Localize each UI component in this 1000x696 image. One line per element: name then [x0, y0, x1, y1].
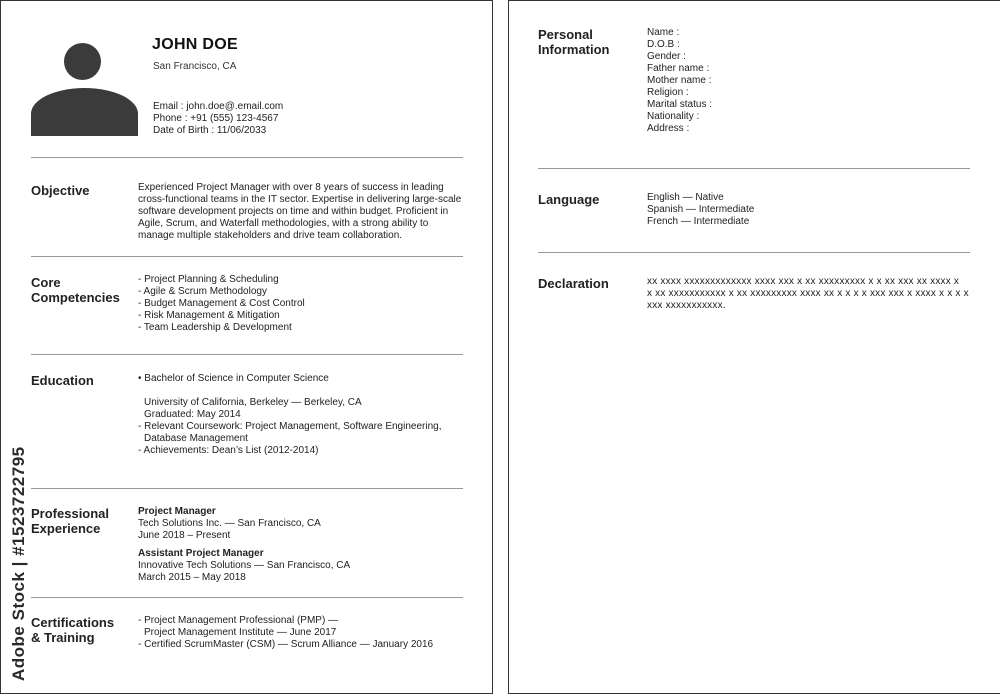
competencies-list [138, 274, 305, 334]
education-coursework-cont: Database Management [144, 433, 248, 444]
field-name: Name : [647, 27, 680, 38]
list-item: - Team Leadership & Development [138, 322, 292, 333]
objective-line: software development projects on time and within budget. Proficient in [138, 206, 449, 217]
education-text [138, 373, 441, 457]
language-title: Language [538, 192, 600, 207]
objective-line: manage multiple stakeholders and drive team collaboration. [138, 230, 403, 241]
avatar-body-icon [31, 88, 138, 136]
field-mother-name: Mother name : [647, 75, 712, 86]
competencies-title-line: Core [31, 275, 61, 290]
divider [31, 597, 463, 598]
certification-line: Project Management Institute — June 2017 [144, 627, 337, 638]
certifications-title-line: Certifications [31, 615, 115, 630]
contact-block [153, 101, 283, 137]
experience-title-line: Experience [31, 521, 101, 536]
education-school: University of California, Berkeley — Berkeley, CA [144, 397, 362, 408]
personal-info-title [538, 27, 610, 57]
language-item: English — Native [647, 192, 724, 203]
field-gender: Gender : [647, 51, 686, 62]
language-item: French — Intermediate [647, 216, 750, 227]
objective-title: Objective [31, 183, 90, 198]
contact-email: Email : john.doe@.email.com [153, 101, 284, 112]
education-coursework: - Relevant Coursework: Project Management, Software Engineering, [138, 421, 442, 432]
education-graduated: Graduated: May 2014 [144, 409, 241, 420]
adobe-stock-watermark: Adobe Stock | #1523722795 [9, 446, 28, 681]
resume-page-right [508, 0, 1000, 694]
divider [31, 354, 463, 355]
certifications-title [31, 615, 114, 645]
job-company: Tech Solutions Inc. — San Francisco, CA [138, 518, 321, 529]
declaration-line: x xx xxxxxxxxxxx x xx xxxxxxxxx xxxx xx x x x x xxx xxx x xxxx x x x x [647, 288, 969, 299]
resume-page-left [0, 0, 493, 694]
competencies-title-line: Competencies [31, 290, 120, 305]
certification-line: - Project Management Professional (PMP) — [138, 615, 339, 626]
job-title: Assistant Project Manager [138, 548, 264, 559]
experience-title [31, 506, 109, 536]
declaration-text [647, 276, 969, 312]
divider [31, 488, 463, 489]
resume-location: San Francisco, CA [153, 61, 237, 72]
resume-name: JOHN DOE [152, 36, 238, 53]
declaration-title: Declaration [538, 276, 609, 291]
job-company: Innovative Tech Solutions — San Francisco, CA [138, 560, 351, 571]
language-list [647, 192, 754, 228]
divider [31, 256, 463, 257]
job-dates: June 2018 – Present [138, 530, 231, 541]
declaration-line: xx xxxx xxxxxxxxxxxxx xxxx xxx x xx xxxxxxxxx x x xx xxx xx xxxx x [647, 276, 960, 287]
list-item: - Agile & Scrum Methodology [138, 286, 267, 297]
list-item: - Budget Management & Cost Control [138, 298, 305, 309]
certifications-title-line: & Training [31, 630, 95, 645]
objective-line: Experienced Project Manager with over 8 years of success in leading [138, 182, 444, 193]
avatar-head-icon [64, 43, 101, 80]
job-title: Project Manager [138, 506, 216, 517]
field-address: Address : [647, 123, 690, 134]
objective-line: cross-functional teams in the IT sector. Expertise in delivering large-scale [138, 194, 462, 205]
education-achievements: - Achievements: Dean’s List (2012-2014) [138, 445, 319, 456]
competencies-title [31, 275, 120, 305]
personal-info-title-line: Information [538, 42, 610, 57]
objective-text [138, 182, 461, 242]
list-item: - Risk Management & Mitigation [138, 310, 280, 321]
personal-info-title-line: Personal [538, 27, 593, 42]
field-nationality: Nationality : [647, 111, 700, 122]
certifications-list [138, 615, 433, 651]
contact-phone: Phone : +91 (555) 123-4567 [153, 113, 279, 124]
field-religion: Religion : [647, 87, 689, 98]
experience-list [138, 506, 350, 584]
contact-dob: Date of Birth : 11/06/2033 [153, 125, 267, 136]
job-dates: March 2015 – May 2018 [138, 572, 246, 583]
certification-line: - Certified ScrumMaster (CSM) — Scrum Alliance — January 2016 [138, 639, 434, 650]
field-marital-status: Marital status : [647, 99, 713, 110]
education-title: Education [31, 373, 94, 388]
language-item: Spanish — Intermediate [647, 204, 755, 215]
education-degree: • Bachelor of Science in Computer Science [138, 373, 329, 384]
personal-info-fields [647, 27, 712, 135]
declaration-line: xxx xxxxxxxxxxx. [647, 300, 726, 311]
divider [538, 252, 970, 253]
divider [538, 168, 970, 169]
field-father-name: Father name : [647, 63, 710, 74]
objective-line: Agile, Scrum, and Waterfall methodologies, with a strong ability to [138, 218, 429, 229]
field-dob: D.O.B : [647, 39, 680, 50]
experience-title-line: Professional [31, 506, 110, 521]
divider [31, 157, 463, 158]
list-item: - Project Planning & Scheduling [138, 274, 279, 285]
